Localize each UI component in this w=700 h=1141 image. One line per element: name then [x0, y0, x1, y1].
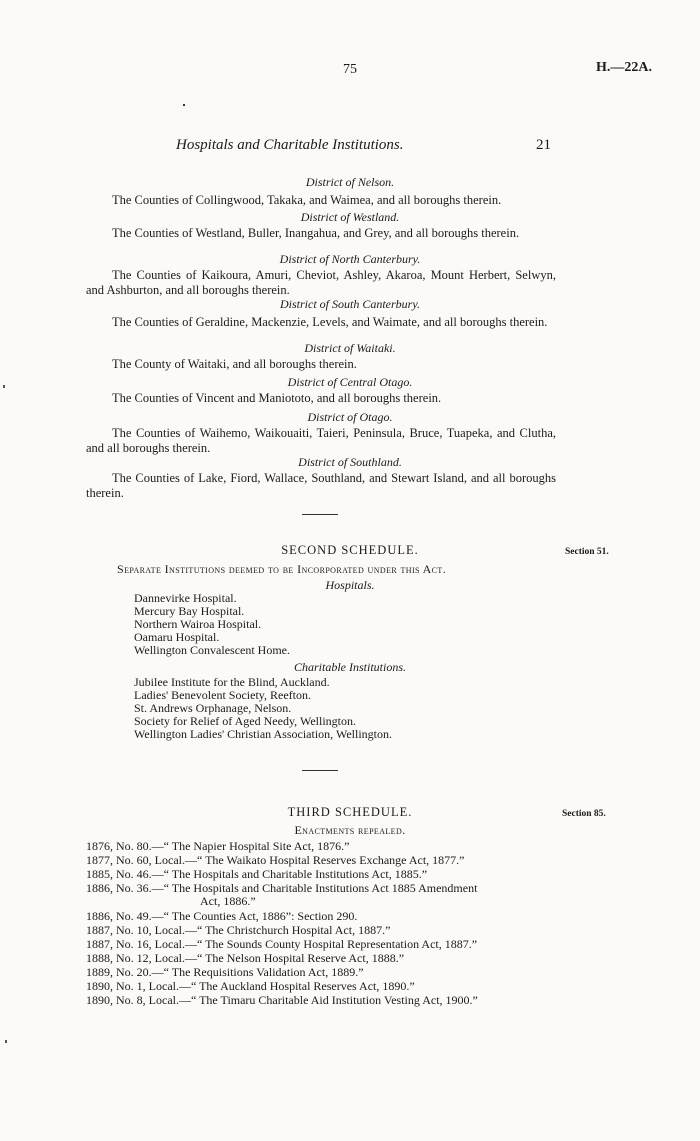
list-item: St. Andrews Orphanage, Nelson.	[134, 701, 292, 715]
enactment-entry: 1890, No. 8, Local.—“ The Timaru Charitable Aid Institution Vesting Act, 1900.”	[86, 993, 478, 1007]
enactment-entry: 1876, No. 80.—“ The Napier Hospital Site Act, 1876.”	[86, 839, 350, 853]
enactment-entry: 1885, No. 46.—“ The Hospitals and Charitable Institutions Act, 1885.”	[86, 867, 428, 881]
enactment-entry: 1877, No. 60, Local.—“ The Waikato Hospital Reserves Exchange Act, 1877.”	[86, 853, 465, 867]
margin-mark	[5, 1040, 7, 1043]
district-heading: District of South Canterbury.	[279, 297, 420, 311]
schedule-subtitle: Separate Institutions deemed to be Incorporated under this Act.	[117, 562, 447, 576]
ink-speck	[183, 104, 185, 106]
district-paragraph: The Counties of Vincent and Maniototo, and all boroughs therein.	[112, 391, 442, 405]
district-heading: District of Nelson.	[305, 175, 395, 189]
running-head: Hospitals and Charitable Institutions.	[176, 137, 404, 153]
margin-mark	[3, 385, 5, 388]
district-heading: District of Waitaki.	[304, 341, 396, 355]
district-heading: District of Westland.	[300, 210, 400, 224]
list-item: Society for Relief of Aged Needy, Wellington.	[134, 714, 356, 728]
second-schedule-title: SECOND SCHEDULE.	[281, 543, 419, 557]
divider-rule	[302, 514, 338, 515]
enactment-entry: 1889, No. 20.—“ The Requisitions Validation Act, 1889.”	[86, 965, 364, 979]
district-heading: District of North Canterbury.	[279, 252, 421, 266]
district-heading: District of Otago.	[307, 410, 393, 424]
enactment-entry: 1888, No. 12, Local.—“ The Nelson Hospital Reserve Act, 1888.”	[86, 951, 405, 965]
district-paragraph: The County of Waitaki, and all boroughs therein.	[112, 357, 357, 371]
list-item: Dannevirke Hospital.	[134, 591, 237, 605]
hospitals-heading: Hospitals.	[325, 578, 375, 592]
section-reference: Section 85.	[562, 809, 606, 819]
list-item: Wellington Ladies' Christian Association, Wellington.	[134, 727, 392, 741]
list-item: Mercury Bay Hospital.	[134, 604, 245, 618]
district-paragraph: The Counties of Waihemo, Waikouaiti, Taieri, Peninsula, Bruce, Tuapeka, and Clutha, and all boroughs therein.	[86, 426, 556, 455]
page-number: 75	[343, 62, 357, 77]
enactment-entry: 1890, No. 1, Local.—“ The Auckland Hospital Reserves Act, 1890.”	[86, 979, 415, 993]
document-reference: H.—22A.	[596, 60, 652, 75]
enactment-entry-continuation: Act, 1886.”	[200, 894, 256, 908]
schedule-subtitle: Enactments repealed.	[294, 823, 406, 837]
district-paragraph: The Counties of Kaikoura, Amuri, Cheviot, Ashley, Akaroa, Mount Herbert, Selwyn, and Ashburton, and all boroughs therein.	[86, 268, 556, 297]
enactment-entry: 1886, No. 49.—“ The Counties Act, 1886”: Section 290.	[86, 909, 358, 923]
list-item: Ladies' Benevolent Society, Reefton.	[134, 688, 311, 702]
enactment-entry: 1886, No. 36.—“ The Hospitals and Charitable Institutions Act 1885 Amendment	[86, 881, 478, 895]
charitable-heading: Charitable Institutions.	[293, 660, 406, 674]
list-item: Wellington Convalescent Home.	[134, 643, 290, 657]
list-item: Northern Wairoa Hospital.	[134, 617, 262, 631]
district-heading: District of Central Otago.	[287, 375, 413, 389]
district-paragraph: The Counties of Collingwood, Takaka, and Waimea, and all boroughs therein.	[112, 193, 502, 207]
enactment-entry: 1887, No. 10, Local.—“ The Christchurch Hospital Act, 1887.”	[86, 923, 391, 937]
section-reference: Section 51.	[565, 547, 609, 557]
act-page-number: 21	[536, 137, 551, 153]
district-heading: District of Southland.	[298, 455, 402, 469]
divider-rule	[302, 770, 338, 771]
list-item: Jubilee Institute for the Blind, Auckland.	[134, 675, 330, 689]
list-item: Oamaru Hospital.	[134, 630, 220, 644]
third-schedule-title: THIRD SCHEDULE.	[287, 805, 413, 819]
district-paragraph: The Counties of Westland, Buller, Inangahua, and Grey, and all boroughs therein.	[112, 226, 520, 240]
district-paragraph: The Counties of Geraldine, Mackenzie, Levels, and Waimate, and all boroughs therein.	[112, 315, 548, 329]
enactment-entry: 1887, No. 16, Local.—“ The Sounds County Hospital Representation Act, 1887.”	[86, 937, 478, 951]
district-paragraph: The Counties of Lake, Fiord, Wallace, Southland, and Stewart Island, and all boroughs therein.	[86, 471, 556, 500]
